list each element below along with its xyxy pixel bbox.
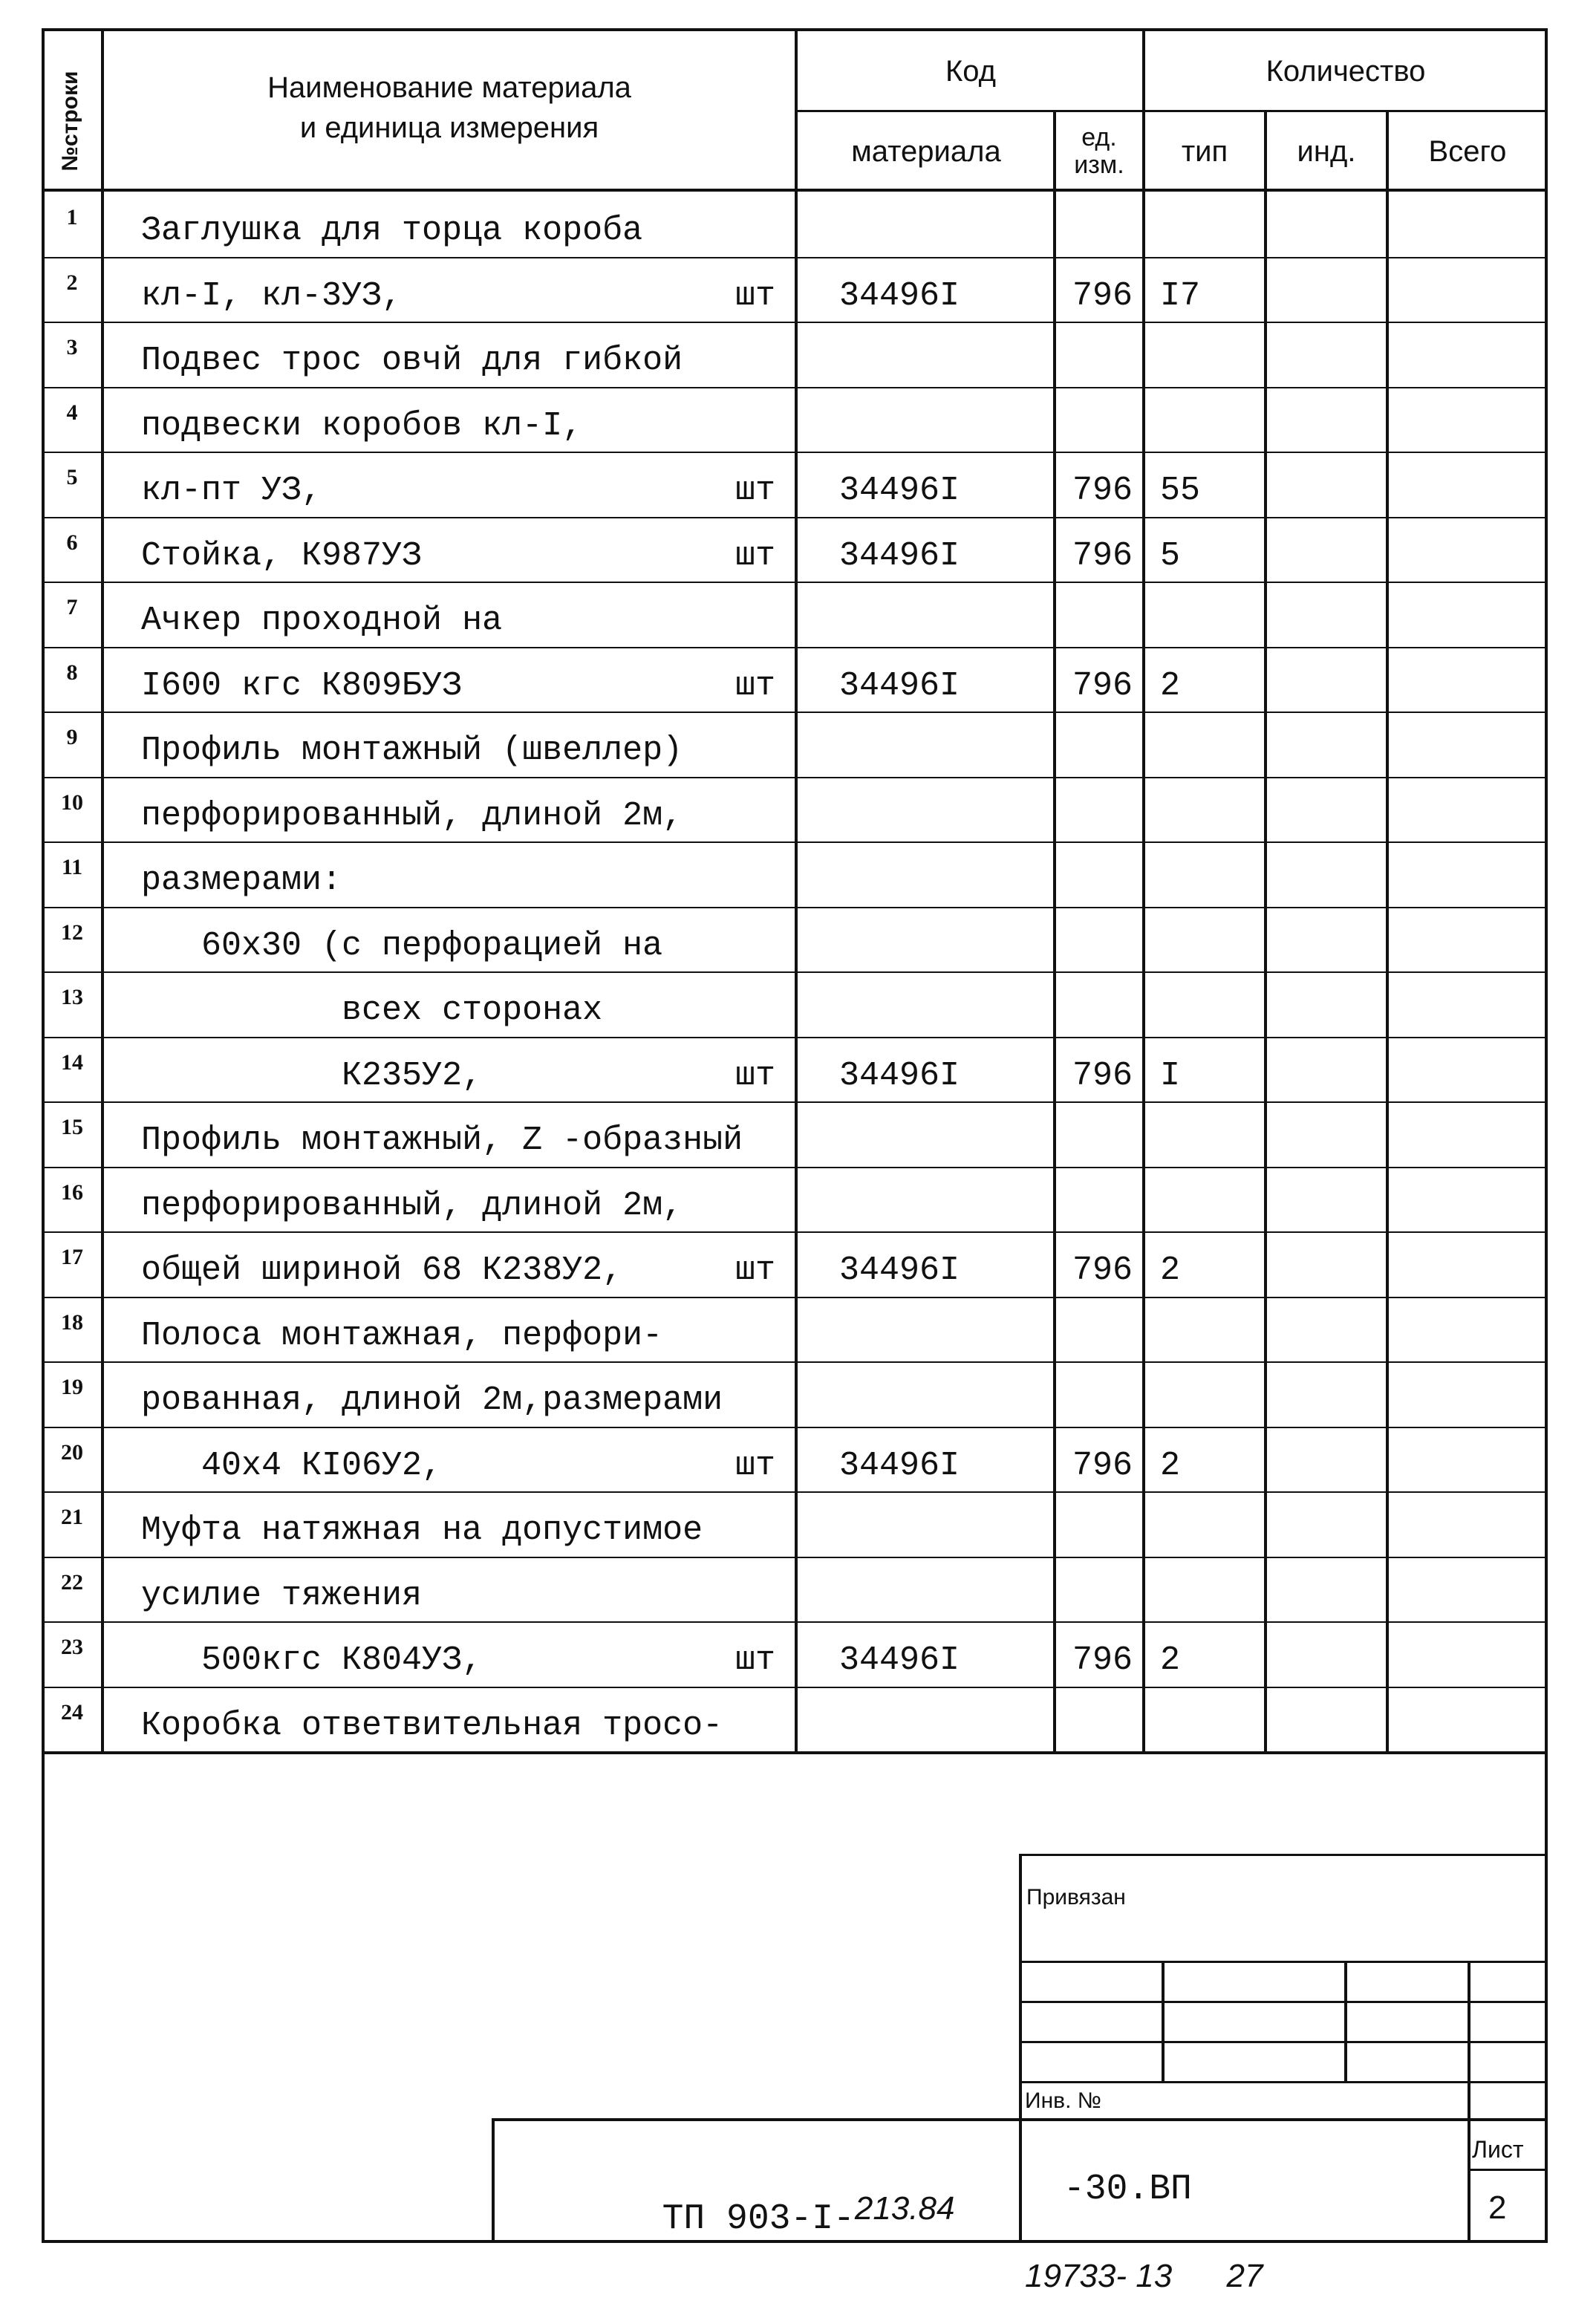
material-code: 34496I bbox=[839, 276, 960, 315]
document-code bbox=[619, 2166, 954, 2237]
document-code-handwritten: 213.84 bbox=[854, 2190, 955, 2227]
stamp-line bbox=[1468, 2169, 1548, 2171]
stamp-line bbox=[1468, 1961, 1470, 2243]
tip-header: тип bbox=[1181, 135, 1228, 168]
unit-label: шт bbox=[735, 1056, 776, 1095]
row-number: 19 bbox=[61, 1375, 83, 1399]
unit-code: 796 bbox=[1072, 1056, 1133, 1095]
row-number: 1 bbox=[66, 205, 78, 229]
document-code-typed: ТП 903-I- bbox=[662, 2199, 855, 2239]
row-number: 15 bbox=[61, 1115, 83, 1139]
row-line bbox=[42, 777, 1548, 778]
row-number: 10 bbox=[61, 789, 83, 815]
footer-handwritten-number: 19733- 13 27 bbox=[1025, 2258, 1263, 2294]
quantity-tip: 2 bbox=[1160, 1641, 1181, 1679]
row-line bbox=[42, 841, 1548, 843]
material-name: 60х30 (с перфорацией на bbox=[141, 926, 663, 965]
row-number: 8 bbox=[66, 660, 78, 685]
document-suffix: -30.ВП bbox=[1064, 2169, 1192, 2210]
stamp-line bbox=[1344, 1961, 1347, 2081]
stamp-line bbox=[492, 2118, 495, 2243]
unit-code: 796 bbox=[1072, 276, 1133, 315]
unit-code-header-line2: изм. bbox=[1074, 151, 1124, 179]
row-line bbox=[42, 582, 1548, 583]
row-line bbox=[42, 1297, 1548, 1298]
unit-label: шт bbox=[735, 276, 776, 315]
material-code: 34496I bbox=[839, 1446, 960, 1485]
quantity-tip: 5 bbox=[1160, 536, 1181, 575]
row-number: 12 bbox=[61, 919, 83, 945]
material-name: 40х4 КI06У2, bbox=[141, 1446, 443, 1485]
grid-line bbox=[1142, 30, 1145, 1753]
name-header-line2: и единица измерения bbox=[299, 111, 599, 144]
material-name: рованная, длиной 2м,размерами bbox=[141, 1381, 723, 1419]
material-code: 34496I bbox=[839, 1641, 960, 1679]
unit-code-header-line1: ед. bbox=[1081, 123, 1117, 152]
stamp-line bbox=[492, 2118, 1548, 2121]
material-name: перфорированный, длиной 2м, bbox=[141, 1186, 683, 1225]
quantity-tip: 2 bbox=[1160, 1251, 1181, 1289]
row-line bbox=[42, 971, 1548, 973]
quantity-tip: 2 bbox=[1160, 666, 1181, 705]
quantity-tip: I bbox=[1160, 1056, 1181, 1095]
material-name: общей шириной 68 К238У2, bbox=[141, 1251, 623, 1289]
row-number: 23 bbox=[61, 1635, 83, 1659]
row-line bbox=[42, 647, 1548, 648]
row-number: 21 bbox=[61, 1505, 83, 1529]
stamp-line bbox=[1019, 1854, 1548, 1856]
row-number: 9 bbox=[66, 725, 78, 749]
row-line bbox=[42, 1037, 1548, 1038]
list-number: 2 bbox=[1488, 2189, 1507, 2226]
row-number: 16 bbox=[61, 1179, 83, 1205]
ind-header: инд. bbox=[1297, 135, 1356, 168]
row-line bbox=[42, 1621, 1548, 1623]
material-name: кл-пт УЗ, bbox=[141, 472, 322, 509]
table-bottom-line bbox=[42, 1751, 1548, 1754]
unit-code: 796 bbox=[1072, 536, 1133, 575]
row-number-header bbox=[45, 36, 97, 206]
row-line bbox=[42, 1167, 1548, 1168]
grid-line bbox=[1264, 111, 1267, 1753]
row-number: 7 bbox=[66, 595, 78, 619]
row-line bbox=[42, 517, 1548, 518]
name-header-line1: Наименование материала bbox=[267, 71, 631, 104]
material-name: Коробка ответвительная тросо- bbox=[141, 1706, 723, 1745]
grid-line bbox=[1386, 111, 1389, 1753]
list-label: Лист bbox=[1472, 2136, 1524, 2163]
unit-label: шт bbox=[735, 536, 776, 575]
grid-line bbox=[795, 110, 1548, 112]
row-number: 11 bbox=[61, 855, 83, 879]
row-line bbox=[42, 1427, 1548, 1428]
material-name: Стойка, К987УЗ bbox=[141, 536, 423, 575]
kolichestvo-header: Количество bbox=[1266, 55, 1426, 88]
row-number: 22 bbox=[61, 1569, 83, 1595]
material-code-header: материала bbox=[851, 135, 1001, 168]
row-line bbox=[42, 257, 1548, 258]
vsego-header: Всего bbox=[1428, 135, 1507, 168]
row-number: 24 bbox=[61, 1699, 83, 1725]
row-number: 3 bbox=[66, 335, 78, 359]
unit-code-header bbox=[1055, 113, 1144, 190]
material-name: подвески коробов кл-I, bbox=[141, 406, 583, 445]
material-name: всех сторонах bbox=[141, 992, 603, 1029]
row-line bbox=[42, 1231, 1548, 1233]
grid-line bbox=[101, 30, 104, 1753]
material-name: усилие тяжения bbox=[141, 1576, 423, 1615]
unit-code: 796 bbox=[1072, 472, 1133, 509]
material-name: размерами: bbox=[141, 862, 342, 899]
material-name: Ачкер проходной на bbox=[141, 602, 503, 639]
row-line bbox=[42, 322, 1548, 323]
unit-label: шт bbox=[735, 472, 776, 509]
privyazan-label: Привязан bbox=[1026, 1885, 1126, 1909]
material-name: Полоса монтажная, перфори- bbox=[141, 1316, 663, 1355]
row-number-header-label: №строки bbox=[58, 71, 82, 172]
material-name: 500кгс К804УЗ, bbox=[141, 1641, 483, 1679]
material-name: К235У2, bbox=[141, 1056, 483, 1095]
row-number: 20 bbox=[61, 1439, 83, 1465]
row-number: 6 bbox=[66, 530, 78, 555]
row-number: 2 bbox=[66, 270, 78, 295]
unit-label: шт bbox=[735, 666, 776, 705]
row-line bbox=[42, 1557, 1548, 1558]
row-number: 14 bbox=[61, 1049, 83, 1075]
grid-line bbox=[795, 30, 798, 1753]
unit-code: 796 bbox=[1072, 666, 1133, 705]
material-name: Заглушка для торца короба bbox=[141, 212, 643, 250]
quantity-tip: I7 bbox=[1160, 276, 1201, 315]
grid-line bbox=[42, 189, 1548, 192]
row-line bbox=[42, 907, 1548, 908]
material-code: 34496I bbox=[839, 1056, 960, 1095]
unit-code: 796 bbox=[1072, 1251, 1133, 1289]
material-code: 34496I bbox=[839, 666, 960, 705]
unit-code: 796 bbox=[1072, 1641, 1133, 1679]
kod-header: Код bbox=[945, 55, 996, 88]
row-line bbox=[42, 387, 1548, 388]
unit-label: шт bbox=[735, 1446, 776, 1485]
material-name: I600 кгс К809БУЗ bbox=[141, 666, 463, 705]
material-name: Муфта натяжная на допустимое bbox=[141, 1511, 703, 1549]
inv-label: Инв. № bbox=[1025, 2088, 1101, 2113]
row-number: 13 bbox=[61, 985, 83, 1009]
stamp-line bbox=[1162, 1961, 1165, 2081]
row-number: 18 bbox=[61, 1309, 83, 1335]
name-column-header bbox=[104, 52, 795, 163]
material-code: 34496I bbox=[839, 472, 960, 509]
grid-line bbox=[1053, 111, 1056, 1753]
unit-label: шт bbox=[735, 1251, 776, 1289]
row-line bbox=[42, 452, 1548, 453]
row-number: 4 bbox=[66, 400, 78, 425]
quantity-tip: 2 bbox=[1160, 1446, 1181, 1485]
material-name: перфорированный, длиной 2м, bbox=[141, 796, 683, 835]
quantity-tip: 55 bbox=[1160, 472, 1201, 509]
row-line bbox=[42, 1491, 1548, 1493]
row-line bbox=[42, 1687, 1548, 1688]
material-name: Профиль монтажный (швеллер) bbox=[141, 732, 683, 769]
material-name: кл-I, кл-3УЗ, bbox=[141, 276, 403, 315]
material-code: 34496I bbox=[839, 536, 960, 575]
stamp-line bbox=[1019, 1854, 1022, 2243]
material-name: Подвес трос овчй для гибкой bbox=[141, 342, 683, 380]
unit-label: шт bbox=[735, 1641, 776, 1679]
row-line bbox=[42, 712, 1548, 713]
row-line bbox=[42, 1101, 1548, 1103]
row-line bbox=[42, 1361, 1548, 1363]
material-name: Профиль монтажный, Z -образный bbox=[141, 1121, 743, 1159]
row-number: 17 bbox=[61, 1245, 83, 1269]
row-number: 5 bbox=[66, 465, 78, 489]
material-code: 34496I bbox=[839, 1251, 960, 1289]
unit-code: 796 bbox=[1072, 1446, 1133, 1485]
